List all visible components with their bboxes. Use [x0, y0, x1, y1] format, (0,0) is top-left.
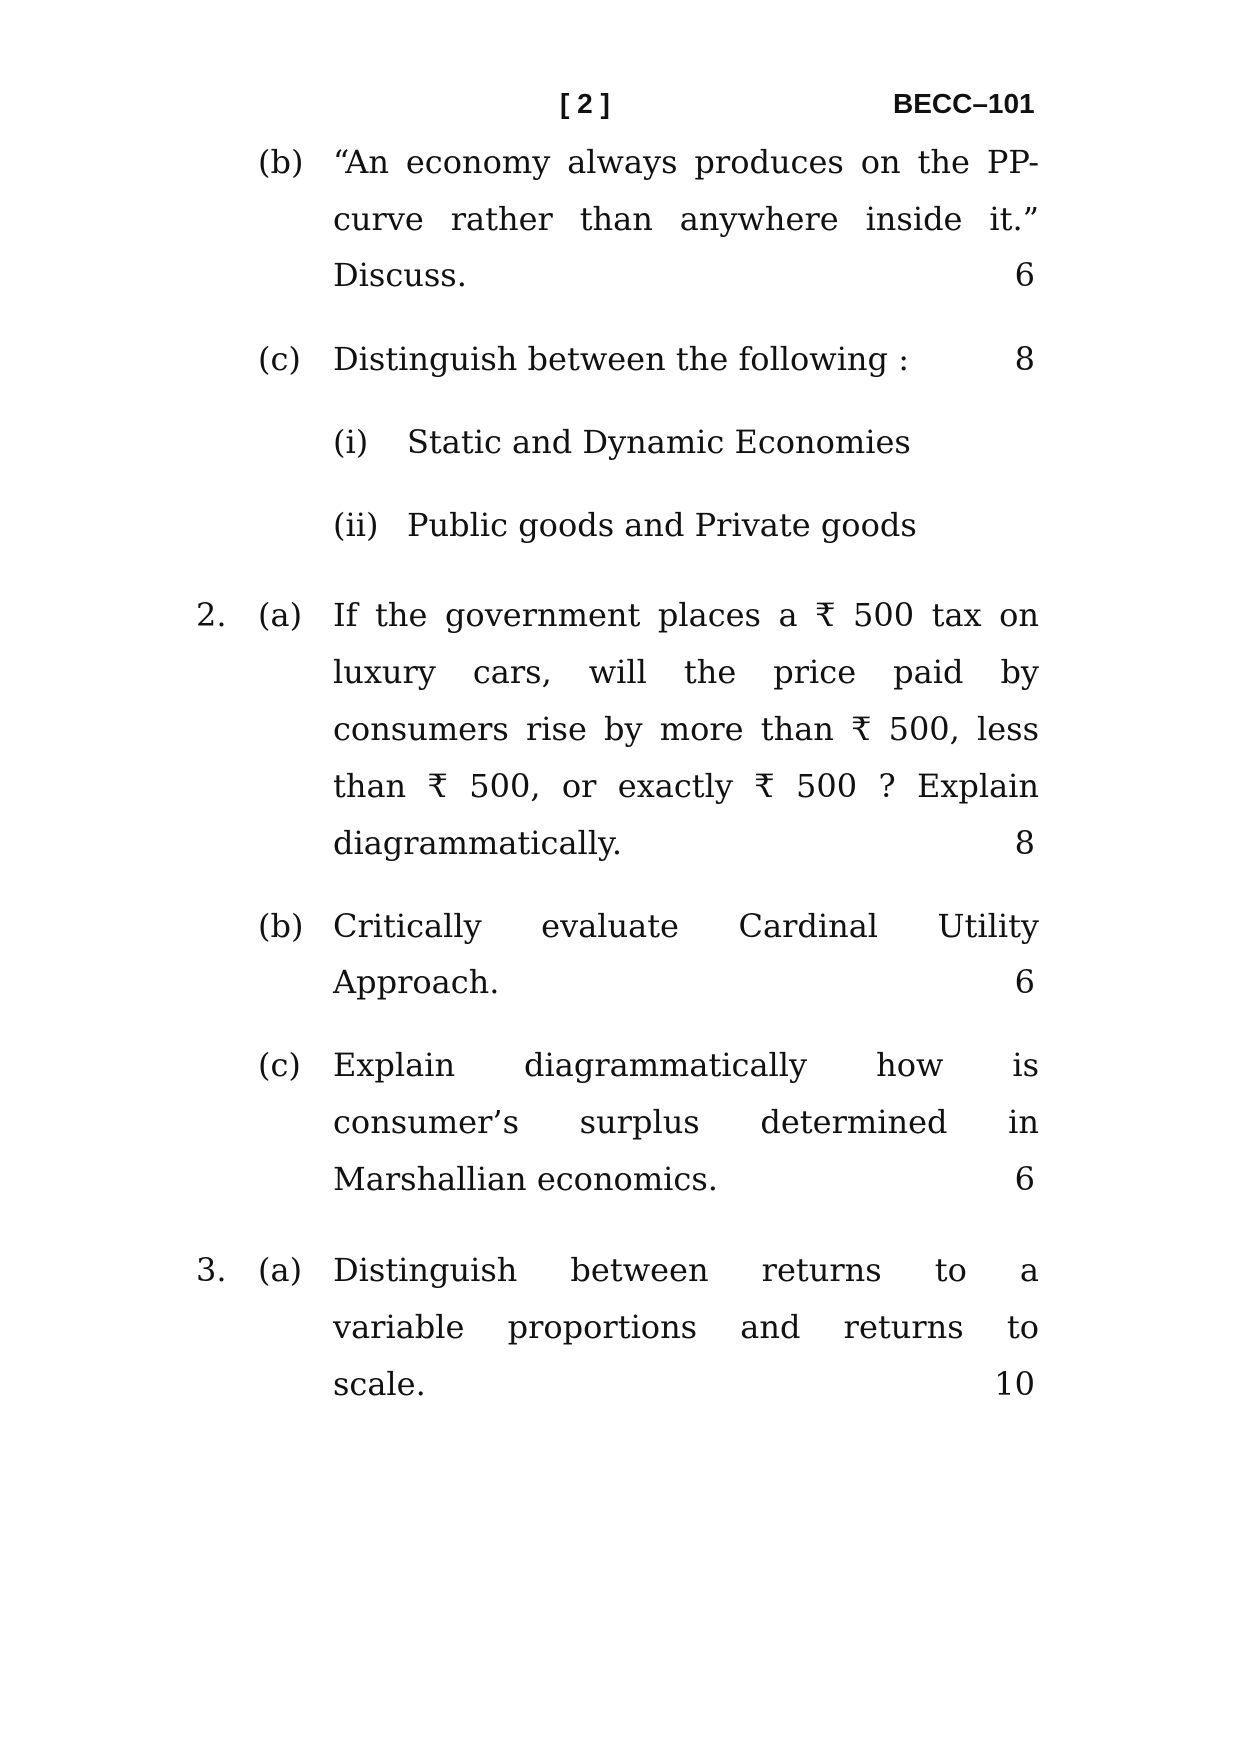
part-label: (c) — [258, 340, 301, 378]
part-label: (b) — [258, 143, 304, 181]
sub-item-label: (i) — [333, 423, 369, 461]
question-text-line: Critically evaluate Cardinal Utility — [333, 907, 1039, 945]
marks: 10 — [994, 1365, 1035, 1403]
question-text-line: Distinguish between returns to a — [333, 1251, 1039, 1289]
question-text-line: consumers rise by more than ₹ 500, less — [333, 710, 1039, 748]
question-text-line: Marshallian economics. — [333, 1160, 718, 1198]
sub-item-text: Public goods and Private goods — [407, 506, 917, 544]
question-text-line: curve rather than anywhere inside it.” — [333, 200, 1039, 238]
paper-code: BECC–101 — [893, 88, 1035, 119]
question-text-line: scale. — [333, 1365, 426, 1403]
question-text-line: diagrammatically. — [333, 824, 622, 862]
question-text-line: variable proportions and returns to — [333, 1308, 1039, 1346]
marks: 6 — [1014, 1160, 1035, 1198]
marks: 6 — [1014, 256, 1035, 294]
part-label: (b) — [258, 907, 304, 945]
question-text-line: Approach. — [333, 963, 500, 1001]
marks: 6 — [1014, 963, 1035, 1001]
marks: 8 — [1014, 340, 1035, 378]
sub-item-text: Static and Dynamic Economies — [407, 423, 911, 461]
question-text-line: Distinguish between the following : — [333, 340, 909, 378]
page-number: [ 2 ] — [560, 88, 610, 119]
page-header — [0, 88, 1241, 128]
question-number: 2. — [196, 596, 227, 634]
question-text-line: Explain diagrammatically how is — [333, 1046, 1039, 1084]
marks: 8 — [1014, 824, 1035, 862]
question-text-line: If the government places a ₹ 500 tax on — [333, 596, 1039, 634]
question-text-line: “An economy always produces on the PP- — [333, 143, 1039, 181]
part-label: (c) — [258, 1046, 301, 1084]
question-text-line: consumer’s surplus determined in — [333, 1103, 1039, 1141]
question-text-line: luxury cars, will the price paid by — [333, 653, 1039, 691]
part-label: (a) — [258, 596, 303, 634]
question-number: 3. — [196, 1251, 227, 1289]
question-text-line: than ₹ 500, or exactly ₹ 500 ? Explain — [333, 767, 1039, 805]
question-text-line: Discuss. — [333, 256, 467, 294]
part-label: (a) — [258, 1251, 303, 1289]
sub-item-label: (ii) — [333, 506, 379, 544]
